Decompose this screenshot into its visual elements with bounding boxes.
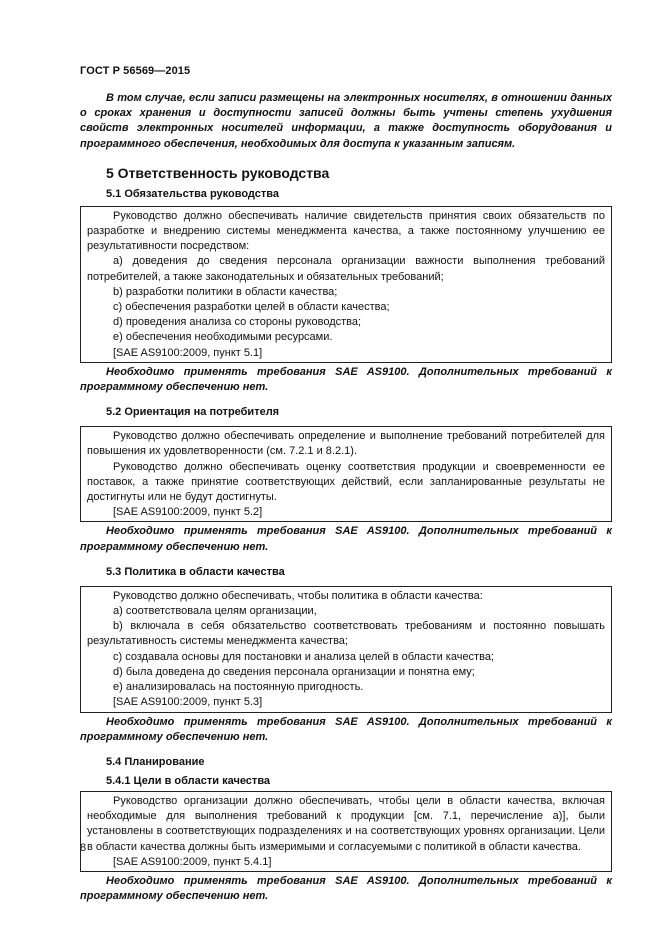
section-5-1-requirement-box	[80, 206, 612, 363]
section-5-1-note: Необходимо применять требования SAE AS9100. Дополнительных требований к программному обеспечению нет.	[80, 365, 612, 394]
section-5-3-reference: [SAE AS9100:2009, пункт 5.3]	[113, 696, 263, 709]
list-item: c) создавала основы для постановки и анализа целей в области качества;	[113, 650, 494, 663]
section-5-2-requirement-box	[80, 426, 612, 522]
section-5-2-reference: [SAE AS9100:2009, пункт 5.2]	[113, 506, 263, 519]
section-5-2-paragraph: Руководство должно обеспечивать определение и выполнение требований потребителей для повышения их удовлетворенности (см. 7.2.1 и 8.2.1).	[87, 430, 605, 458]
list-item: c) обеспечения разработки целей в области качества;	[113, 301, 390, 314]
section-5-4-1-title: 5.4.1 Цели в области качества	[106, 774, 271, 787]
list-item: b) разработки политики в области качества;	[113, 285, 338, 298]
list-item: d) проведения анализа со стороны руководства;	[113, 316, 362, 329]
list-item: d) была доведена до сведения персонала организации и понятна ему;	[113, 665, 475, 678]
section-5-title: 5 Ответственность руководства	[106, 164, 330, 181]
section-5-1-paragraph: Руководство должно обеспечивать наличие свидетельств принятия своих обязательств по разработке и внедрению системы менеджмента качества, а также постоянному улучшению ее результативности посредством:	[87, 209, 605, 253]
list-item: a) доведения до сведения персонала организации важности выполнения требований потребителей, а также законодательных и обязательных требований;	[87, 255, 605, 283]
section-5-2-note: Необходимо применять требования SAE AS9100. Дополнительных требований к программному обеспечению нет.	[80, 525, 612, 553]
section-5-1-reference: [SAE AS9100:2009, пункт 5.1]	[113, 346, 263, 359]
section-5-2-paragraph: Руководство должно обеспечивать оценку соответствия продукции и своевременности ее поставок, а также принятие соответствующих действий, если запланированные результаты не достигнуты или не будут достигнуты.	[87, 460, 605, 504]
section-5-2-title: 5.2 Ориентация на потребителя	[106, 406, 280, 419]
section-5-4-1-paragraph: Руководство организации должно обеспечивать, чтобы цели в области качества, включая необходимые для выполнения требований к продукции [см. 7.1, перечисление а)], были установлены в соответствующих подразделениях и на соответствующих уровнях организации. Цели в области качества должны быть измеримыми и согласуемыми с политикой в области качества.	[87, 794, 605, 853]
section-5-3-requirement-box	[80, 586, 612, 713]
section-5-4-1-reference: [SAE AS9100:2009, пункт 5.4.1]	[113, 855, 272, 868]
page-number: 8	[80, 842, 87, 854]
section-5-1-title: 5.1 Обязательства руководства	[106, 187, 280, 200]
section-5-4-1-requirement-box	[80, 791, 612, 872]
list-item: e) обеспечения необходимыми ресурсами.	[113, 331, 333, 344]
document-header: ГОСТ Р 56569—2015	[80, 65, 191, 77]
intro-paragraph: В том случае, если записи размещены на электронных носителях, в отношении данных о сроках хранения и доступности записей должны быть учтены степень ухудшения свойств электронных носителей информации, а также доступность оборудования и программного обеспечения, необходимых для доступа к указанным записям.	[80, 92, 612, 150]
list-item: b) включала в себя обязательство соответствовать требованиям и постоянно повышать результативность системы менеджмента качества;	[87, 620, 605, 648]
list-item: e) анализировалась на постоянную пригодность.	[113, 681, 364, 694]
list-item: a) соответствовала целям организации,	[113, 605, 317, 618]
page-content	[80, 91, 612, 904]
section-5-3-title: 5.3 Политика в области качества	[106, 565, 285, 578]
section-5-4-1-note: Необходимо применять требования SAE AS9100. Дополнительных требований к программному обеспечению нет.	[80, 874, 612, 903]
section-5-3-paragraph: Руководство должно обеспечивать, чтобы политика в области качества:	[113, 589, 483, 602]
section-5-4-title: 5.4 Планирование	[106, 755, 205, 768]
section-5-3-note: Необходимо применять требования SAE AS9100. Дополнительных требований к программному обеспечению нет.	[80, 715, 612, 743]
